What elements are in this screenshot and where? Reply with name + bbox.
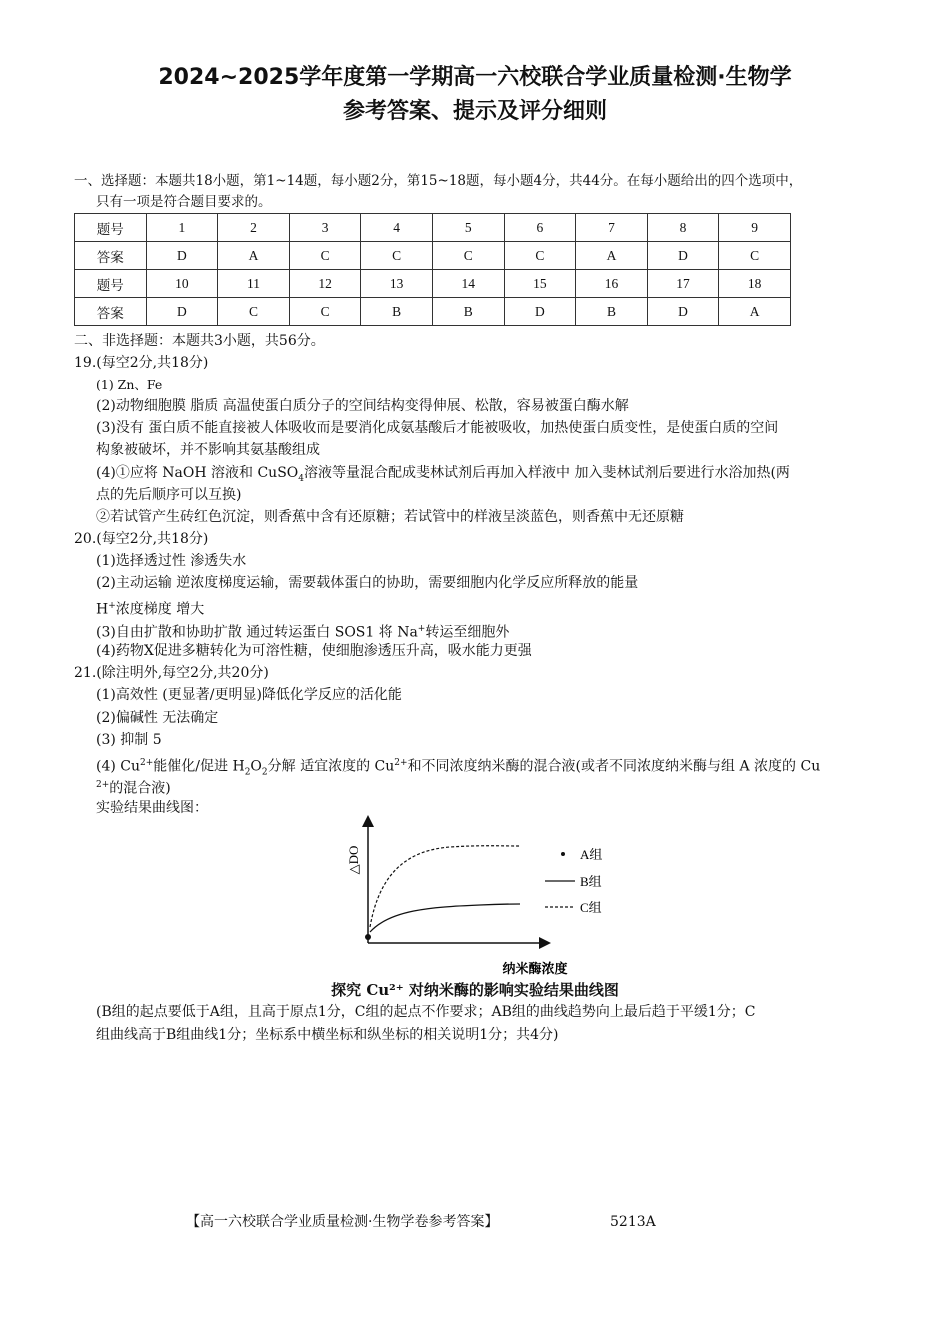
answer-cell: C [289,242,361,270]
text-fragment: O [250,758,262,775]
superscript: 2+ [96,780,110,790]
q20-line4 [96,620,509,642]
footer-code: 5213A [610,1214,656,1230]
question-number: 4 [361,214,433,242]
question-number: 14 [432,270,504,298]
answer-cell: C [432,242,504,270]
q19-line4-cont: 点的先后顺序可以互换) [96,487,242,503]
answer-cell: A [576,242,648,270]
table-row [75,270,791,298]
question-number: 5 [432,214,504,242]
question-number: 18 [719,270,791,298]
text-fragment: (4)①应将 NaOH 溶液和 CuSO [96,465,299,481]
q21-line3: (3) 抑制 5 [96,732,162,748]
answer-cell: B [361,298,433,326]
table-header-cell: 答案 [75,298,147,326]
question-number: 15 [504,270,576,298]
answer-table [74,213,791,326]
q20-line3 [96,597,204,619]
answer-cell: A [218,242,290,270]
table-header-cell: 题号 [75,270,147,298]
legend-c-label: C组 [580,900,602,915]
text-fragment: 转运至细胞外 [425,624,510,641]
q19-line2: (2)动物细胞膜 脂质 高温使蛋白质分子的空间结构变得伸展、松散，容易被蛋白酶水解 [96,398,629,414]
q19-line4 [96,464,790,488]
q20-line2: (2)主动运输 逆浓度梯度运输，需要载体蛋白的协助，需要细胞内化学反应所释放的能量 [96,575,639,591]
superscript: + [417,624,426,634]
question-number: 13 [361,270,433,298]
section1-intro-cont: 只有一项是符合题目要求的。 [96,194,272,210]
q19-line1: (1) Zn、Fe [96,377,163,392]
question-number: 6 [504,214,576,242]
superscript: 2+ [394,758,408,768]
answer-cell: D [146,298,218,326]
question-number: 3 [289,214,361,242]
text-fragment: 和不同浓度纳米酶的混合液(或者不同浓度纳米酶与组 A 浓度的 Cu [407,758,821,775]
q21-line2: (2)偏碱性 无法确定 [96,710,219,726]
answer-cell: C [218,298,290,326]
legend-a-marker [561,852,565,856]
footer-title: 【高一六校联合学业质量检测·生物学卷参考答案】 [186,1214,499,1230]
text-fragment: 浓度梯度 增大 [115,601,205,618]
x-axis-label: 纳米酶浓度 [502,962,568,977]
subscript: 4 [298,473,304,484]
table-row [75,298,791,326]
text-fragment: H [96,601,109,618]
answer-cell: D [647,242,719,270]
question-number: 1 [146,214,218,242]
answer-cell: C [719,242,791,270]
superscript: 2+ [140,758,154,768]
answer-cell: A [719,298,791,326]
answer-cell: B [432,298,504,326]
text-fragment: 溶液等量混合配成斐林试剂后再加入样液中 加入斐林试剂后要进行水浴加热(两 [304,465,790,481]
answer-cell: C [361,242,433,270]
table-header-cell: 答案 [75,242,147,270]
q19-heading: 19.(每空2分,共18分) [74,355,209,371]
question-number: 10 [146,270,218,298]
answer-cell: C [504,242,576,270]
table-header-cell: 题号 [75,214,147,242]
question-number: 8 [647,214,719,242]
answer-cell: D [647,298,719,326]
q21-line1: (1)高效性 (更显著/更明显)降低化学反应的活化能 [96,687,402,703]
question-number: 12 [289,270,361,298]
answer-cell: D [146,242,218,270]
text-fragment: (3)自由扩散和协助扩散 通过转运蛋白 SOS1 将 Na [96,624,418,641]
series-b-curve [370,904,520,932]
answer-cell: C [289,298,361,326]
text-fragment: 能催化/促进 H [153,758,245,775]
y-axis-label: △DO [346,845,361,875]
page-subtitle: 参考答案、提示及评分细则 [342,99,607,124]
question-number: 11 [218,270,290,298]
q20-heading: 20.(每空2分,共18分) [74,531,209,547]
scoring-note: (B组的起点要低于A组，且高于原点1分，C组的起点不作要求；AB组的曲线趋势向上最后趋于平缓1分；C [96,1004,756,1020]
series-c-curve [370,846,520,927]
question-number: 2 [218,214,290,242]
section2-intro: 二、非选择题：本题共3小题，共56分。 [74,333,325,349]
q19-line3-cont: 构象被破坏，并不影响其氨基酸组成 [96,442,320,458]
superscript: + [108,601,116,611]
subscript: 2 [244,767,251,778]
q21-line4-cont [96,776,171,798]
page-title: 2024~2025学年度第一学期高一六校联合学业质量检测·生物学 [158,65,792,90]
question-number: 16 [576,270,648,298]
q20-line1: (1)选择透过性 渗透失水 [96,553,247,569]
question-number: 7 [576,214,648,242]
subscript: 2 [261,767,268,778]
answer-cell: B [576,298,648,326]
q21-heading: 21.(除注明外,每空2分,共20分) [74,665,269,681]
question-number: 9 [719,214,791,242]
q20-line5: (4)药物X促进多糖转化为可溶性糖，使细胞渗透压升高，吸水能力更强 [96,643,532,659]
q21-line5: 实验结果曲线图： [96,800,208,816]
legend-b-label: B组 [580,874,602,889]
table-row [75,214,791,242]
scoring-note-cont: 组曲线高于B组曲线1分；坐标系中横坐标和纵坐标的相关说明1分；共4分) [96,1027,559,1043]
text-fragment: 的混合液) [109,780,171,797]
q19-line5: ②若试管产生砖红色沉淀，则香蕉中含有还原糖；若试管中的样液呈淡蓝色，则香蕉中无还原糖 [96,509,684,525]
section1-intro: 一、选择题：本题共18小题，第1~14题，每小题2分，第15~18题，每小题4分，共44分。在每小题给出的四个选项中， [74,173,803,189]
q21-line4 [96,754,820,781]
q19-line3: (3)没有 蛋白质不能直接被人体吸收而是要消化成氨基酸后才能被吸收，加热使蛋白质变性，是使蛋白质的空间 [96,420,779,436]
question-number: 17 [647,270,719,298]
series-a-point [365,934,371,940]
legend-a-label: A组 [580,847,603,862]
text-fragment: 分解 适宜浓度的 Cu [267,758,395,775]
answer-cell: D [504,298,576,326]
table-row [75,242,791,270]
result-chart [340,815,640,980]
chart-caption: 探究 Cu²⁺ 对纳米酶的影响实验结果曲线图 [331,981,619,999]
text-fragment: (4) Cu [96,758,141,775]
